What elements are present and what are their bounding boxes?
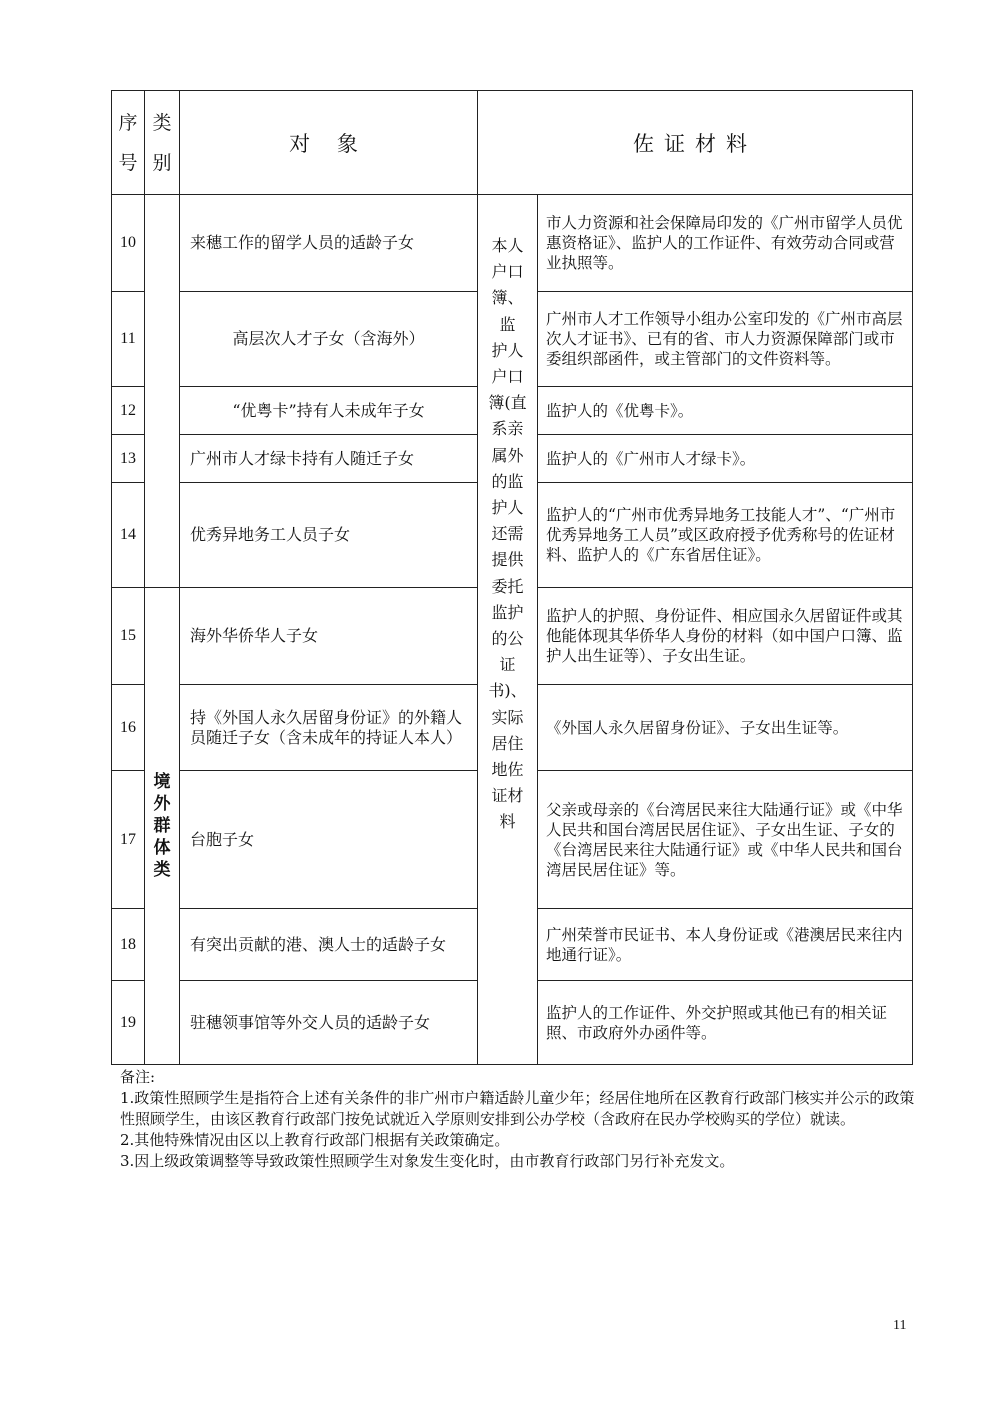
- header-no: [112, 91, 145, 195]
- row-material: 监护人的“广州市优秀异地务工技能人才”、“广州市优秀异地务工人员”或区政府授予优秀称号的佐证材料、监护人的《广东省居住证》。: [538, 483, 913, 588]
- category-overseas: [145, 588, 180, 1065]
- shared-material-line: 户口: [491, 367, 524, 387]
- shared-material-line: 地佐: [491, 760, 524, 780]
- row-number: 16: [112, 685, 145, 771]
- shared-material-line: 系亲: [491, 419, 524, 439]
- row-number: 17: [112, 771, 145, 909]
- shared-material-line: 委托: [491, 576, 524, 596]
- row-material: 广州荣誉市民证书、本人身份证或《港澳居民来往内地通行证》。: [538, 909, 913, 981]
- note-item: 3.因上级政策调整等导致政策性照顾学生对象发生变化时，由市教育行政部门另行补充发文。: [120, 1152, 735, 1170]
- header-material: 佐证材料: [478, 91, 913, 195]
- category-char: 体: [153, 838, 171, 858]
- row-number: 19: [112, 981, 145, 1065]
- shared-material-line: 护人: [491, 498, 524, 518]
- shared-material-line: 户口: [491, 262, 524, 282]
- page-number: 11: [893, 1318, 907, 1333]
- header-no-char-2: 号: [118, 151, 138, 174]
- row-number: 10: [112, 195, 145, 292]
- row-object: 持《外国人永久居留身份证》的外籍人员随迁子女（含未成年的持证人本人）: [180, 685, 478, 771]
- category-char: 类: [153, 860, 171, 880]
- row-object: 台胞子女: [180, 771, 478, 909]
- header-category: [145, 91, 180, 195]
- shared-material-line: 护人: [491, 340, 524, 360]
- row-material: 《外国人永久居留身份证》、子女出生证等。: [538, 685, 913, 771]
- shared-material: [478, 195, 538, 1065]
- header-cat-char-2: 别: [152, 151, 172, 174]
- shared-material-line: 监护: [491, 602, 524, 622]
- row-object: 来穗工作的留学人员的适龄子女: [180, 195, 478, 292]
- row-object: 高层次人才子女（含海外）: [180, 292, 478, 387]
- header-no-char-1: 序: [118, 111, 138, 134]
- category-char: 境: [153, 772, 171, 792]
- row-material: 监护人的《广州市人才绿卡》。: [538, 435, 913, 483]
- row-material: 监护人的《优粤卡》。: [538, 387, 913, 435]
- shared-material-line: 簿、监: [491, 288, 524, 334]
- category-blank: [145, 195, 180, 588]
- row-material: 监护人的工作证件、外交护照或其他已有的相关证照、市政府外办函件等。: [538, 981, 913, 1065]
- policy-table: [111, 90, 913, 1065]
- table-row: [112, 195, 913, 292]
- shared-material-line: 书)、: [488, 681, 527, 701]
- row-object: 有突出贡献的港、澳人士的适龄子女: [180, 909, 478, 981]
- notes-title: 备注:: [120, 1068, 156, 1086]
- row-material: 父亲或母亲的《台湾居民来往大陆通行证》或《中华人民共和国台湾居民居住证》、子女出生证、子女的《台湾居民来往大陆通行证》或《中华人民共和国台湾居民居住证》等。: [538, 771, 913, 909]
- shared-material-line: 的监: [491, 471, 524, 491]
- shared-material-line: 属外: [491, 445, 524, 465]
- shared-material-line: 证材: [491, 786, 524, 806]
- notes: [120, 1067, 920, 1172]
- shared-material-line: 本人: [491, 236, 524, 255]
- note-item: 2.其他特殊情况由区以上教育行政部门根据有关政策确定。: [120, 1131, 510, 1149]
- row-object: “优粤卡”持有人未成年子女: [180, 387, 478, 435]
- shared-material-line: 的公: [491, 629, 524, 649]
- shared-material-line: 提供: [491, 550, 524, 570]
- row-number: 18: [112, 909, 145, 981]
- note-item: 1.政策性照顾学生是指符合上述有关条件的非广州市户籍适龄儿童少年；经居住地所在区教育行政部门核实并公示的政策性照顾学生，由该区教育行政部门按免试就近入学原则安排到公办学校（含政府在民办学校购买的学位）就读。: [120, 1089, 915, 1128]
- row-number: 14: [112, 483, 145, 588]
- row-number: 12: [112, 387, 145, 435]
- row-material: 广州市人才工作领导小组办公室印发的《广州市高层次人才证书》、已有的省、市人力资源保障部门或市委组织部函件，或主管部门的文件资料等。: [538, 292, 913, 387]
- shared-material-line: 还需: [491, 524, 524, 544]
- header-cat-char-1: 类: [152, 111, 172, 134]
- row-number: 15: [112, 588, 145, 685]
- row-object: 驻穗领事馆等外交人员的适龄子女: [180, 981, 478, 1065]
- row-object: 海外华侨华人子女: [180, 588, 478, 685]
- header-object: 对 象: [180, 91, 478, 195]
- row-number: 11: [112, 292, 145, 387]
- table-header-row: [112, 91, 913, 195]
- row-number: 13: [112, 435, 145, 483]
- shared-material-line: 居住: [491, 733, 524, 753]
- row-object: 优秀异地务工人员子女: [180, 483, 478, 588]
- row-material: 市人力资源和社会保障局印发的《广州市留学人员优惠资格证》、监护人的工作证件、有效劳动合同或营业执照等。: [538, 195, 913, 292]
- shared-material-line: 证: [499, 655, 516, 675]
- category-char: 群: [153, 816, 171, 836]
- shared-material-line: 实际: [491, 707, 524, 727]
- row-material: 监护人的护照、身份证件、相应国永久居留证件或其他能体现其华侨华人身份的材料（如中国户口簿、监护人出生证等）、子女出生证。: [538, 588, 913, 685]
- row-object: 广州市人才绿卡持有人随迁子女: [180, 435, 478, 483]
- shared-material-line: 簿(直: [488, 393, 527, 413]
- shared-material-line: 料: [499, 812, 516, 832]
- category-char: 外: [153, 794, 171, 814]
